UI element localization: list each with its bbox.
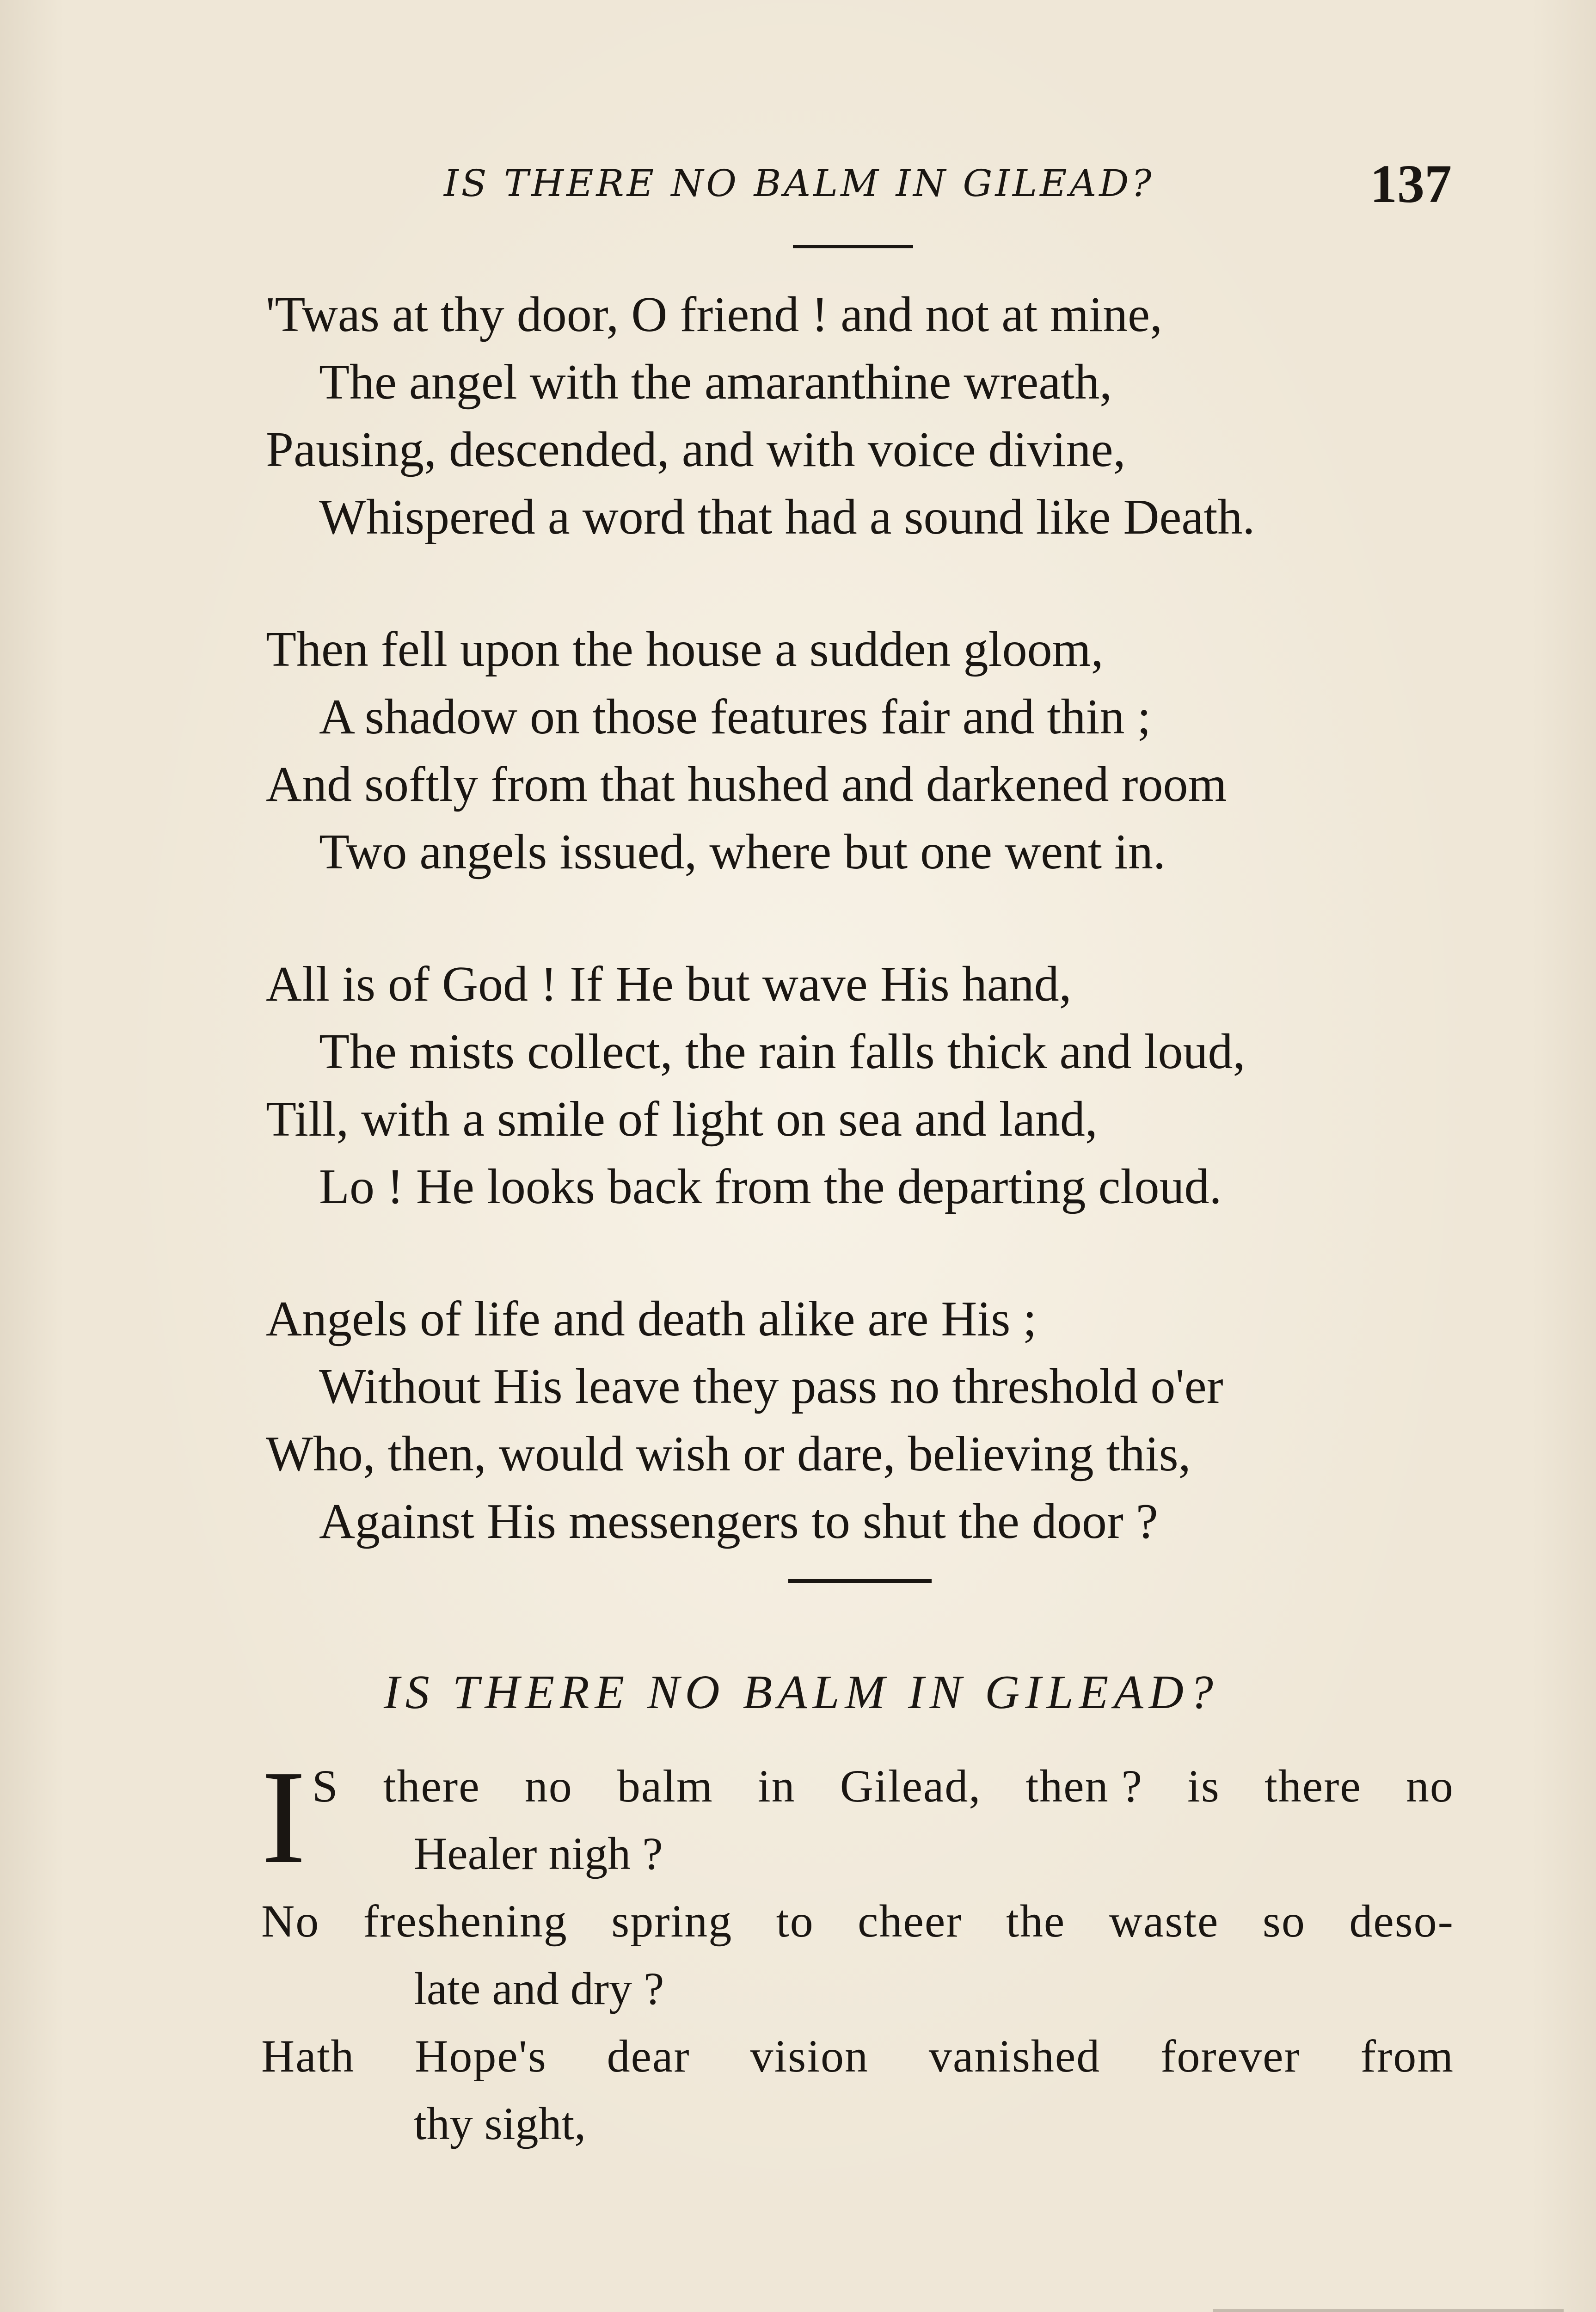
second-poem (261, 1743, 1454, 2158)
poem-line: Two angels issued, where but one went in. (319, 824, 1166, 879)
poem-line: Pausing, descended, and with voice divine, (266, 422, 1126, 477)
word: there (1264, 1760, 1362, 1812)
stanza (266, 616, 1468, 886)
running-title: IS THERE NO BALM IN GILEAD? (444, 162, 1154, 205)
poem-line: Then fell upon the house a sudden gloom, (266, 622, 1104, 677)
word: No (261, 1895, 320, 1947)
word: no (524, 1760, 573, 1812)
word: S (312, 1760, 339, 1812)
drop-cap: I (261, 1743, 306, 1891)
word: vision (750, 2030, 869, 2082)
word: vanished (928, 2030, 1101, 2082)
stanza (266, 1285, 1468, 1556)
poem-line: Who, then, would wish or dare, believing this, (266, 1427, 1191, 1482)
poem-line (261, 1752, 1454, 1820)
poem-line (261, 1888, 1454, 1955)
word: in (757, 1760, 796, 1812)
poem-line-continuation: thy sight, (414, 2098, 586, 2149)
page-number: 137 (1370, 154, 1452, 214)
first-verse (261, 1743, 1454, 1891)
word: then ? (1025, 1760, 1143, 1812)
word: Hath (261, 2030, 355, 2082)
poem-title: IS THERE NO BALM IN GILEAD? (384, 1666, 1219, 1719)
poem-line: Without His leave they pass no threshold o'er (319, 1359, 1223, 1414)
section-divider (788, 1579, 932, 1583)
word: there (383, 1760, 480, 1812)
word: Hope's (415, 2030, 547, 2082)
poem-line: And softly from that hushed and darkened room (266, 757, 1227, 812)
word: from (1360, 2030, 1454, 2082)
word: freshening (363, 1895, 568, 1947)
poem-line-continuation: late and dry ? (414, 1963, 664, 2014)
word: the (1006, 1895, 1066, 1947)
poem-line-continuation: Healer nigh ? (414, 1828, 663, 1879)
word: to (776, 1895, 814, 1947)
poem-line: Angels of life and death alike are His ; (266, 1291, 1037, 1347)
running-head (444, 153, 1452, 217)
word: spring (611, 1895, 733, 1947)
word: deso- (1349, 1895, 1454, 1947)
header-rule (793, 245, 913, 248)
word: dear (607, 2030, 690, 2082)
poem-line: Till, with a smile of light on sea and land, (266, 1092, 1098, 1147)
stanza (266, 951, 1468, 1221)
word: balm (617, 1760, 713, 1812)
word: waste (1109, 1895, 1219, 1947)
poem-line: The angel with the amaranthine wreath, (319, 355, 1112, 410)
word: so (1262, 1895, 1306, 1947)
poem-line: Lo ! He looks back from the departing cloud. (319, 1159, 1222, 1214)
poem-line: 'Twas at thy door, O friend ! and not at mine, (266, 287, 1163, 342)
stanza (266, 281, 1468, 551)
poem-line: Whispered a word that had a sound like Death. (319, 490, 1255, 545)
poem-line (261, 2023, 1454, 2090)
poem-continuation (266, 281, 1468, 1620)
word: forever (1160, 2030, 1301, 2082)
word: is (1187, 1760, 1220, 1812)
watermark (1213, 2309, 1564, 2312)
word: no (1406, 1760, 1454, 1812)
word: cheer (858, 1895, 963, 1947)
poem-line: Against His messengers to shut the door ? (319, 1494, 1158, 1549)
poem-line: A shadow on those features fair and thin ; (319, 689, 1151, 744)
poem-line: All is of God ! If He but wave His hand, (266, 957, 1072, 1012)
poem-line: The mists collect, the rain falls thick and loud, (319, 1024, 1246, 1079)
word: Gilead, (840, 1760, 982, 1812)
